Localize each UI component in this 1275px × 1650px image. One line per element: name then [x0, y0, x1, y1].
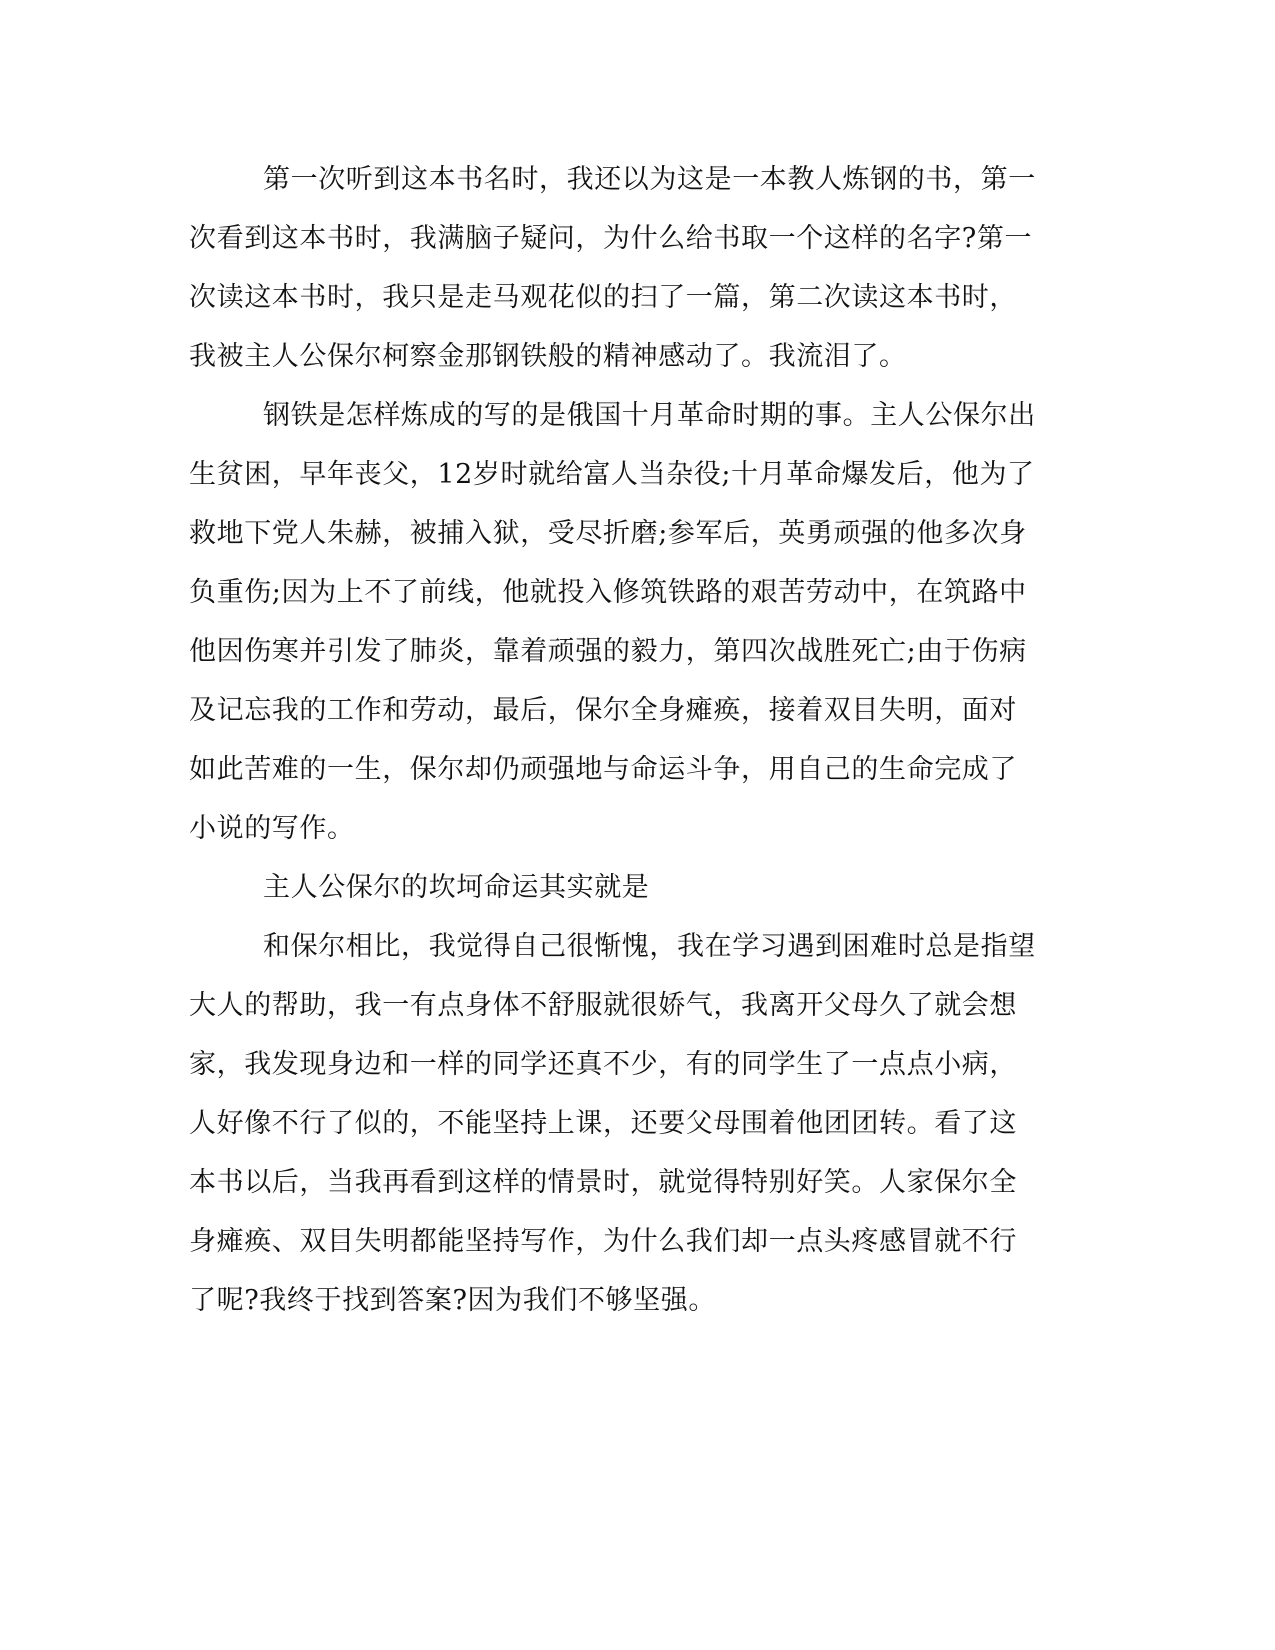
paragraph-2-line-4: 负重伤;因为上不了前线，他就投入修筑铁路的艰苦劳动中，在筑路中 — [189, 577, 1027, 608]
paragraph-1-line-1: 第一次听到这本书名时，我还以为这是一本教人炼钢的书，第一 — [263, 164, 1036, 195]
paragraph-4-line-5: 本书以后，当我再看到这样的情景时，就觉得特别好笑。人家保尔全 — [189, 1167, 1017, 1198]
paragraph-2-line-2: 生贫困，早年丧父，12岁时就给富人当杂役;十月革命爆发后，他为了 — [189, 459, 1035, 490]
paragraph-1-line-3: 次读这本书时，我只是走马观花似的扫了一篇，第二次读这本书时， — [189, 282, 1017, 313]
paragraph-2-line-5: 他因伤寒并引发了肺炎，靠着顽强的毅力，第四次战胜死亡;由于伤病 — [189, 636, 1027, 667]
paragraph-4-line-4: 人好像不行了似的，不能坚持上课，还要父母围着他团团转。看了这 — [189, 1108, 1017, 1139]
paragraph-2-line-1: 钢铁是怎样炼成的写的是俄国十月革命时期的事。主人公保尔出 — [263, 400, 1036, 431]
paragraph-4-line-6: 身瘫痪、双目失明都能坚持写作，为什么我们却一点头疼感冒就不行 — [189, 1226, 1017, 1257]
paragraph-1-line-2: 次看到这本书时，我满脑子疑问，为什么给书取一个这样的名字?第一 — [189, 223, 1033, 254]
paragraph-2-line-6: 及记忘我的工作和劳动，最后，保尔全身瘫痪，接着双目失明，面对 — [189, 695, 1017, 726]
paragraph-4-line-7: 了呢?我终于找到答案?因为我们不够坚强。 — [189, 1285, 716, 1316]
paragraph-4-line-3: 家，我发现身边和一样的同学还真不少，有的同学生了一点点小病， — [189, 1049, 1017, 1080]
paragraph-2-line-7: 如此苦难的一生，保尔却仍顽强地与命运斗争，用自己的生命完成了 — [189, 754, 1017, 785]
paragraph-4-line-1: 和保尔相比，我觉得自己很惭愧，我在学习遇到困难时总是指望 — [263, 931, 1036, 962]
paragraph-2-line-3: 救地下党人朱赫，被捕入狱，受尽折磨;参军后，英勇顽强的他多次身 — [189, 518, 1027, 549]
paragraph-3-line-1: 主人公保尔的坎坷命运其实就是 — [263, 872, 650, 903]
paragraph-1-line-4: 我被主人公保尔柯察金那钢铁般的精神感动了。我流泪了。 — [189, 341, 907, 372]
paragraph-4-line-2: 大人的帮助，我一有点身体不舒服就很娇气，我离开父母久了就会想 — [189, 990, 1017, 1021]
paragraph-2-line-8: 小说的写作。 — [189, 813, 355, 844]
